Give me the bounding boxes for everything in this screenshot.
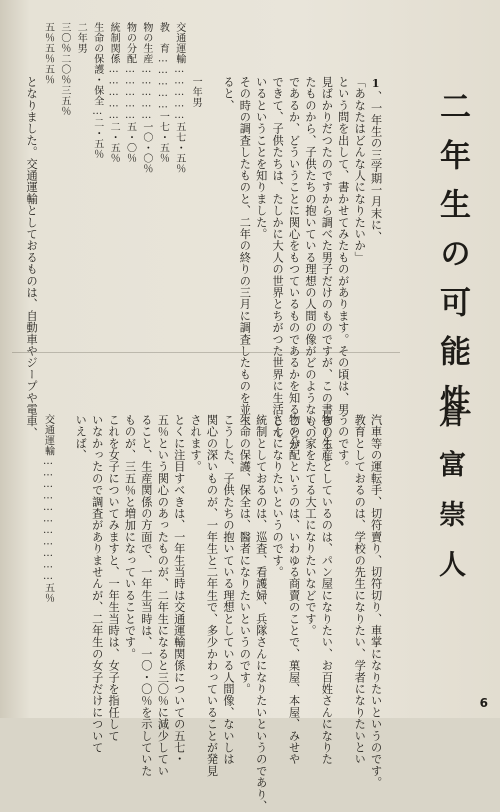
body-line: ものが、三五％と増加になっていることです。 xyxy=(123,414,137,660)
body-line: い、家をたてる大工になりたいなどです。 xyxy=(303,414,317,637)
table-row: 統制関係……………二・五％ xyxy=(108,22,120,164)
table-row: 物の分配……………五・〇％ xyxy=(124,22,136,164)
body-line: さんになりたいというのです。 xyxy=(271,414,285,578)
body-line: となりました。交通運輸としておるものは、自動車やジープや電車、 xyxy=(25,76,39,439)
page-number: 6 xyxy=(479,696,488,710)
table-cell: 三〇％ xyxy=(58,22,70,54)
section-divider xyxy=(12,352,400,353)
table-cell: 五％ xyxy=(42,22,54,43)
table-row: 物の生産……………一〇・〇％ xyxy=(140,22,152,174)
table-header-col1: 一年男 xyxy=(190,76,202,108)
table-cell: 五％ xyxy=(42,64,54,85)
body-line: 教育としておるのは、学校の先生になりたい、学者になりたいとい xyxy=(353,414,367,765)
body-line: これを女子についてみますと、一年生当時は、女子を指任して xyxy=(107,414,121,742)
table-row: 交通運輸……………五七・五％ xyxy=(173,22,185,174)
body-line: 汽車等の運転手、切符賣り、切符切り、車掌になりたいというのです。 xyxy=(369,414,383,789)
body-line: という問を出して、書かせてみたものがあります。その頃は、男 xyxy=(336,76,350,416)
body-line: うのです。 xyxy=(336,414,350,473)
body-line: 統制としておるのは、巡査、看護婦、兵隊さんになりたいというのであり、 xyxy=(254,414,268,812)
body-line: 、一年生の三学期一月末に、 xyxy=(369,90,383,243)
author-name: 倉富崇人 xyxy=(434,400,465,600)
body-line: その時の調査したものと、二年の終りの三月に調査したものを並べ xyxy=(238,76,252,427)
body-line: できて、子供たちは、たしかに大人の世界とちがつた世界に生活して xyxy=(271,76,285,439)
bottom-text-block xyxy=(23,360,400,812)
table-block xyxy=(42,22,201,174)
bottom-table-item: 交通運輸……………………………五％ xyxy=(42,414,54,604)
body-line: 物の分配というのは、いわゆる商賣のことで、菓屋、本屋、みせや xyxy=(287,414,301,765)
table-header-col2: 二年男 xyxy=(75,22,87,54)
body-line: いなかったので調査がありませんが、二年生の女子だけについて xyxy=(90,414,104,754)
body-line: 生命の保護、保全は、醫者になりたいというのです。 xyxy=(238,414,252,695)
body-line: 「あなたはどんな人になりたいか」 xyxy=(353,76,367,264)
table-cell: 二〇％ xyxy=(58,53,70,85)
section-number: 1 xyxy=(368,76,383,91)
body-line: たものから、子供たちの抱いている理想の人間の像がどのようなもの xyxy=(303,76,317,439)
body-line: いるということを知りました。 xyxy=(254,76,268,240)
body-line: 見ばかりだつたのですから調べた男子だけのものですが、この書きしるし xyxy=(320,76,334,463)
body-line: こうした、子供たちの抱いている理想としている人間像、ないしは xyxy=(221,414,235,765)
table-row: 生命の保護・保全…二・五％ xyxy=(91,22,103,160)
body-line: ること、生産関係の方面で、一年生当時は、一〇・〇％を示していた xyxy=(139,414,153,777)
body-line: 五％という関心のあったものが、二年生になると三〇％に減少してい xyxy=(156,414,170,777)
article-title: 二年生の可能性 xyxy=(434,90,470,433)
body-line: であるか、どういうことに関心をもつているものであるかを知ることが xyxy=(287,76,301,451)
body-line: とくに注目すべきは、一年生当時は交通運輸関係についての五七・ xyxy=(172,414,186,765)
body-line: 関心の深いものが、一年生と二年生で、多少かわっていることが発見 xyxy=(205,414,219,777)
body-line: 物の生産としているのは、パン屋になりたい、お百姓さんになりた xyxy=(320,414,334,765)
body-line: ると、 xyxy=(221,76,235,112)
table-row: 教 育……………一七・五％ xyxy=(157,22,169,164)
table-cell: 五％ xyxy=(42,43,54,64)
table-cell: 三五％ xyxy=(58,85,70,117)
body-line: されます。 xyxy=(189,414,203,473)
body-line: いえば、 xyxy=(74,414,88,461)
